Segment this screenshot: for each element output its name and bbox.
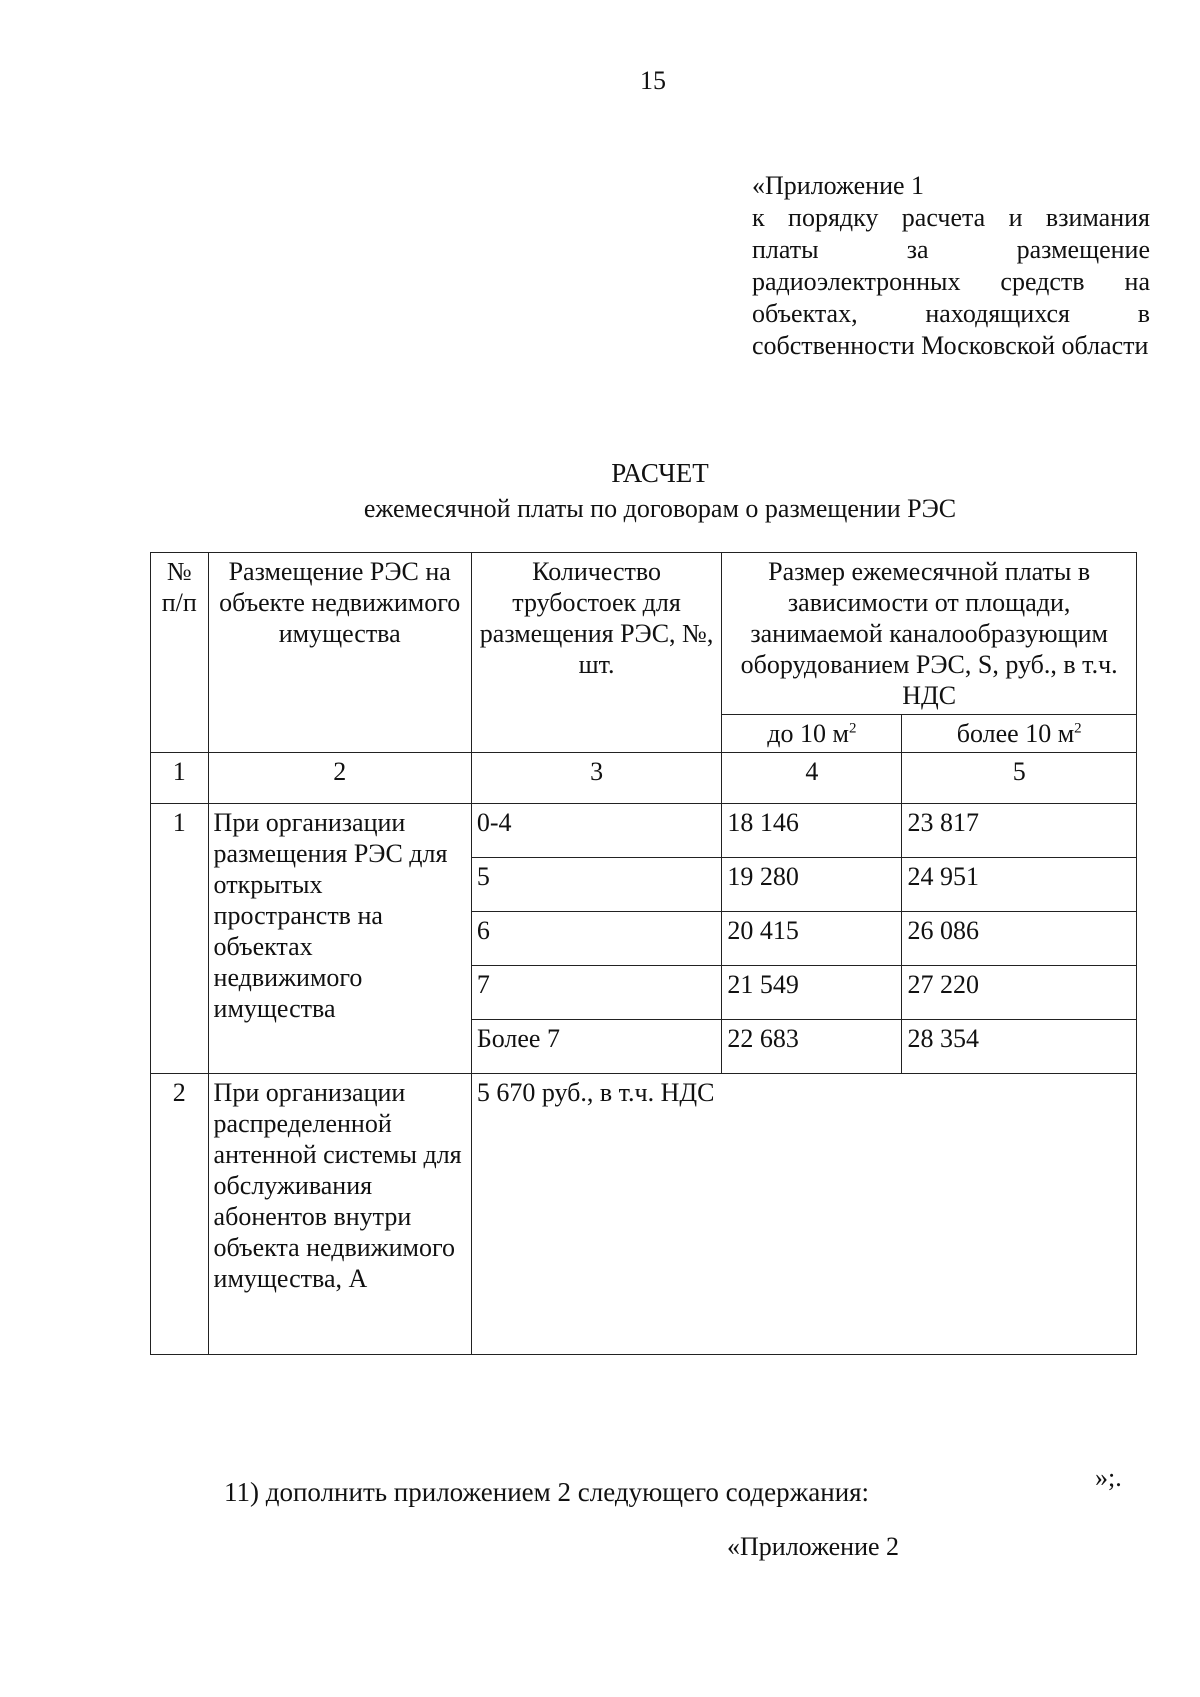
- annex-title: «Приложение 1: [752, 171, 925, 200]
- mast-count-cell: 7: [471, 966, 721, 1020]
- column-number: 1: [151, 753, 209, 804]
- annex-description: к порядку расчета и взимания платы за размещение радиоэлектронных средств на объектах, находящихся в собственности Московской области: [752, 203, 1150, 360]
- header-up-to-10-label: до 10 м: [767, 719, 849, 748]
- table-row: [151, 1074, 1137, 1355]
- header-over-10: [902, 715, 1137, 753]
- column-number: 5: [902, 753, 1137, 804]
- fee-over-10-cell: 24 951: [902, 858, 1137, 912]
- mast-count-cell: 0-4: [471, 804, 721, 858]
- document-title: РАСЧЕТ: [611, 458, 709, 488]
- table-header-row: [151, 553, 1137, 715]
- header-number: № п/п: [151, 553, 209, 753]
- fee-over-10-cell: 27 220: [902, 966, 1137, 1020]
- mast-count-cell: 5: [471, 858, 721, 912]
- column-number: 3: [471, 753, 721, 804]
- mast-count-cell: 6: [471, 912, 721, 966]
- header-up-to-10-sup: 2: [848, 720, 857, 737]
- fee-up-to-10-cell: 21 549: [722, 966, 902, 1020]
- annex2-title: «Приложение 2: [727, 1532, 900, 1561]
- table-row: [151, 804, 1137, 858]
- column-number-row: [151, 753, 1137, 804]
- header-placement: Размещение РЭС на объекте недвижимого имущества: [208, 553, 471, 753]
- column-number: 4: [722, 753, 902, 804]
- mast-count-cell: Более 7: [471, 1020, 721, 1074]
- column-number: 2: [208, 753, 471, 804]
- row-description: При организации распределенной антенной системы для обслуживания абонентов внутри объекта недвижимого имущества, А: [208, 1074, 471, 1355]
- header-up-to-10: [722, 715, 902, 753]
- row-number: 2: [151, 1074, 209, 1355]
- fee-over-10-cell: 23 817: [902, 804, 1137, 858]
- row-description: При организации размещения РЭС для открытых пространств на объектах недвижимого имущества: [208, 804, 471, 1074]
- amendment-item: 11) дополнить приложением 2 следующего содержания:: [224, 1477, 870, 1507]
- page-number: 15: [640, 66, 666, 95]
- header-mast-count: Количество трубостоек для размещения РЭС, №, шт.: [471, 553, 721, 753]
- calculation-table: [150, 552, 1137, 1355]
- document-subtitle: ежемесячной платы по договорам о размещении РЭС: [363, 494, 957, 523]
- row-number: 1: [151, 804, 209, 1074]
- fee-over-10-cell: 26 086: [902, 912, 1137, 966]
- annex-heading: [752, 170, 1150, 362]
- fee-up-to-10-cell: 18 146: [722, 804, 902, 858]
- header-over-10-label: более 10 м: [956, 719, 1075, 748]
- header-over-10-sup: 2: [1074, 720, 1082, 737]
- closing-quote: »;.: [1095, 1463, 1122, 1492]
- fee-up-to-10-cell: 22 683: [722, 1020, 902, 1074]
- fee-over-10-cell: 28 354: [902, 1020, 1137, 1074]
- fee-up-to-10-cell: 20 415: [722, 912, 902, 966]
- header-monthly-fee: Размер ежемесячной платы в зависимости от площади, занимаемой каналообразующим оборудованием РЭС, S, руб., в т.ч. НДС: [722, 553, 1137, 715]
- fixed-fee-cell: 5 670 руб., в т.ч. НДС: [471, 1074, 1136, 1355]
- fee-up-to-10-cell: 19 280: [722, 858, 902, 912]
